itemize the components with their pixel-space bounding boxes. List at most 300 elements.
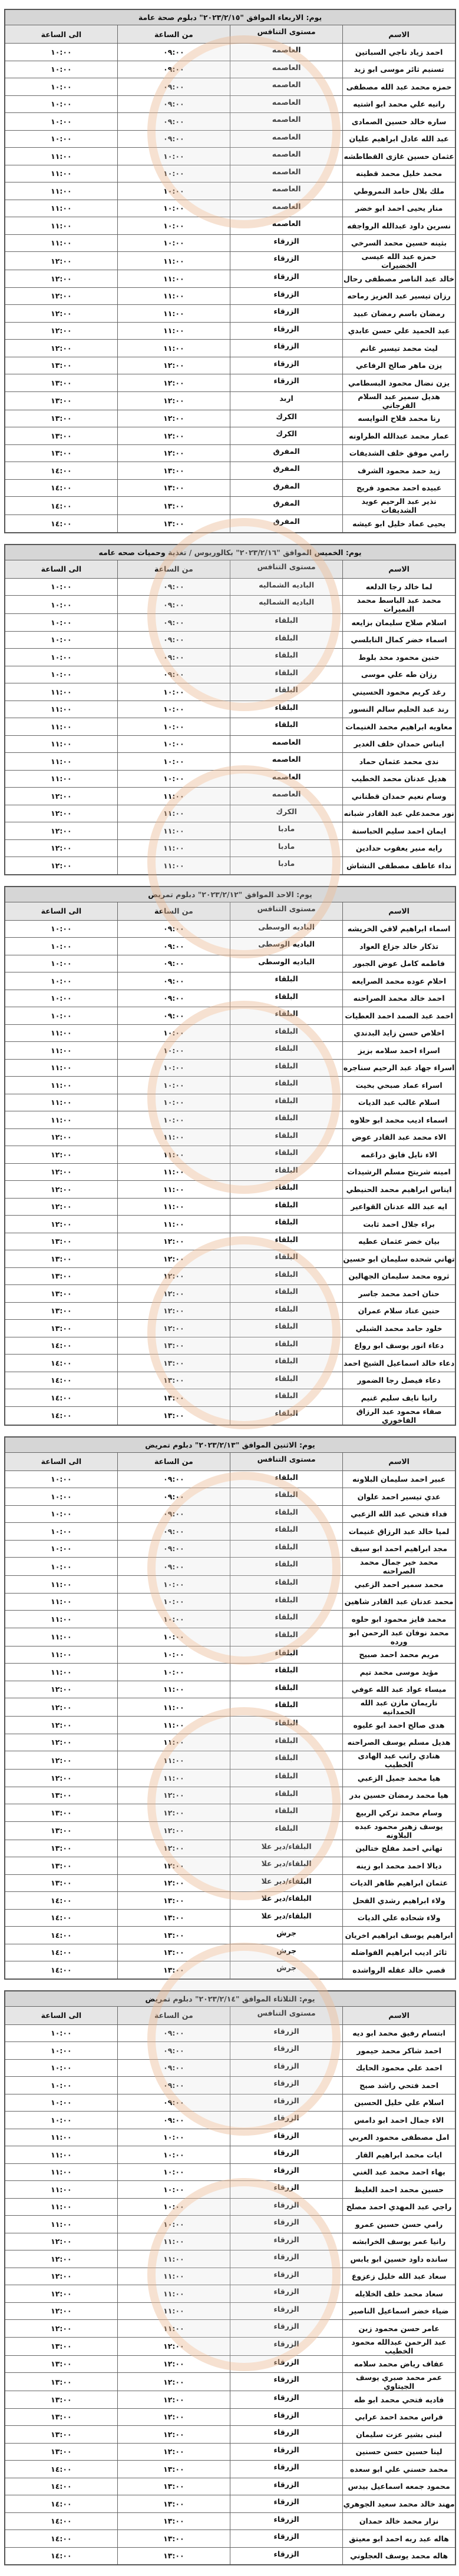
from-time: ١٠:٠٠ [117,1111,230,1129]
competition-level: البلقاء [230,631,343,649]
candidate-name: عثمان ابراهيم ظاهر الديات [343,1874,455,1892]
table-row [5,1698,455,1717]
candidate-name: بثينه حسين محمد السرخي [343,234,455,252]
candidate-name: يحيى عماد خليل ابو عيشه [343,515,455,533]
candidate-name: ناريمان مازن عبد الله الحمدانيه [343,1698,455,1717]
table-row [5,822,455,840]
to-time: ١٣:٠٠ [5,1840,117,1857]
from-time: ١٣:٠٠ [117,1389,230,1407]
to-time: ١٣:٠٠ [5,410,117,427]
to-time: ١٣:٠٠ [5,2408,117,2426]
from-time: ١٢:٠٠ [117,1267,230,1285]
candidate-name: رند عبد الحليم سالم النسور [343,701,455,718]
to-time: ١٣:٠٠ [5,1233,117,1250]
from-time: ٠٩:٠٠ [117,1523,230,1541]
competition-level: المفرق [230,515,343,533]
competition-level: الزرقاء [230,2181,343,2199]
candidate-name: حسين محمد احمد الغليظ [343,2181,455,2199]
from-time: ١٠:٠٠ [117,148,230,165]
competition-level: الزرقاء [230,287,343,305]
from-time: ١٣:٠٠ [117,2478,230,2495]
table-row [5,753,455,771]
candidate-name: سعاد محمد خلف الخلايله [343,2285,455,2303]
competition-level: مادبا [230,839,343,857]
from-time: ١٣:٠٠ [117,1355,230,1372]
table-row [5,148,455,165]
to-time: ١٠:٠٠ [5,2112,117,2129]
table-row [5,515,455,533]
candidate-name: نزار محمد خالد حمدان [343,2512,455,2530]
competition-level: البلقاء [230,1042,343,1060]
from-time: ١٢:٠٠ [117,1821,230,1840]
to-time: ١١:٠٠ [5,1628,117,1646]
to-time: ١٤:٠٠ [5,2461,117,2478]
candidate-name: عبد الرحمن عبدالله محمود الخطيب [343,2337,455,2355]
competition-level: البلقاء/دير علا [230,1874,343,1892]
candidate-name: عبد الله عادل ابراهيم عليان [343,130,455,148]
candidate-name: احمد شاكر محمد حيمور [343,2042,455,2060]
competition-level: البلقاء [230,1540,343,1558]
from-time: ١١:٠٠ [117,2268,230,2285]
competition-level: الزرقاء [230,2250,343,2268]
competition-level: البلقاء [230,1558,343,1576]
competition-level: الزرقاء [230,252,343,270]
from-time: ١٣:٠٠ [117,1961,230,1979]
competition-level: البلقاء/دير علا [230,1857,343,1875]
competition-level: العاصمه [230,44,343,61]
table-row [5,391,455,410]
to-time: ١٤:٠٠ [5,1389,117,1407]
table-row [5,1389,455,1407]
competition-level: البلقاء [230,1664,343,1681]
header-to: الى الساعة [5,2006,117,2024]
to-time: ١٣:٠٠ [5,1874,117,1892]
table-row [5,182,455,200]
candidate-name: الاء جمال احمد ابو دامس [343,2112,455,2129]
from-time: ١٣:٠٠ [117,1909,230,1927]
from-time: ١١:٠٠ [117,2285,230,2303]
table-row [5,1285,455,1303]
candidate-name: رانيه علي محمد ابو اشتيه [343,95,455,113]
from-time: ١٠:٠٠ [117,1664,230,1681]
from-time: ١٠:٠٠ [117,1094,230,1111]
competition-level: الكرك [230,410,343,427]
section-title-row [5,887,455,902]
table-row [5,2426,455,2444]
to-time: ١٤:٠٠ [5,497,117,515]
from-time: ١٣:٠٠ [117,2495,230,2513]
competition-level: العاصمه [230,95,343,113]
table-row [5,2181,455,2199]
candidate-name: ثائر اديب ابراهيم الفواضله [343,1944,455,1961]
to-time: ١٠:٠٠ [5,130,117,148]
competition-level: العاصمه [230,113,343,131]
competition-level: الزرقاء [230,322,343,340]
from-time: ٠٩:٠٠ [117,1505,230,1523]
from-time: ٠٩:٠٠ [117,1540,230,1558]
from-time: ١٠:٠٠ [117,2163,230,2181]
competition-level: المفرق [230,479,343,497]
to-time: ١٠:٠٠ [5,578,117,596]
from-time: ١٠:٠٠ [117,753,230,771]
header-level: مستوى التنافس [230,2006,343,2024]
competition-level: البلقاء [230,1146,343,1164]
table-row [5,805,455,822]
candidate-name: ايناس حمدان خلف الغدير [343,735,455,753]
candidate-name: نسرين داود عبدالله الرواجفه [343,217,455,235]
from-time: ١١:٠٠ [117,805,230,822]
from-time: ٠٩:٠٠ [117,78,230,96]
competition-level: البلقاء [230,1128,343,1146]
table-row [5,631,455,649]
from-time: ١١:٠٠ [117,1770,230,1787]
table-row [5,2478,455,2495]
table-row [5,1751,455,1770]
from-time: ١١:٠٠ [117,287,230,305]
to-time: ١١:٠٠ [5,2163,117,2181]
competition-level: الزرقاء [230,2216,343,2233]
competition-level: مادبا [230,857,343,875]
table-row [5,1770,455,1787]
competition-level: البلقاء [230,1523,343,1541]
candidate-name: راجي عبد المهدي احمد مصلح [343,2198,455,2216]
header-to: الى الساعة [5,25,117,44]
to-time: ١٢:٠٠ [5,1698,117,1717]
to-time: ١٣:٠٠ [5,2373,117,2391]
competition-level: البلقاء [230,1111,343,1129]
from-time: ٠٩:٠٠ [117,990,230,1007]
table-row [5,770,455,788]
from-time: ١٢:٠٠ [117,1320,230,1337]
competition-level: البلقاء [230,614,343,632]
candidate-name: اسلام غالب عبد الديات [343,1094,455,1111]
header-level: مستوى التنافس [230,1452,343,1470]
competition-level: البلقاء [230,1059,343,1077]
to-time: ١٠:٠٠ [5,666,117,683]
competition-level: البلقاء [230,1770,343,1787]
column-header-row [5,902,455,920]
candidate-name: فاطمه كامل عوض الجبور [343,955,455,972]
to-time: ١٣:٠٠ [5,444,117,462]
header-name: الاسم [343,560,455,578]
header-to: الى الساعة [5,1452,117,1470]
header-name: الاسم [343,1452,455,1470]
from-time: ١٠:٠٠ [117,2129,230,2146]
from-time: ١١:٠٠ [117,252,230,270]
candidate-name: لميا خالد عبد الرزاق غنيمات [343,1523,455,1541]
to-time: ١١:٠٠ [5,182,117,200]
candidate-name: محمد فايز محمود ابو حلوه [343,1611,455,1628]
competition-level: البلقاء [230,1593,343,1611]
candidate-name: هيا محمد جميل الزعبي [343,1770,455,1787]
from-time: ٠٩:٠٠ [117,2077,230,2094]
candidate-name: ملك بلال حامد النمروطي [343,182,455,200]
from-time: ١١:٠٠ [117,839,230,857]
candidate-name: رمضان باسم رمضان عبيد [343,305,455,323]
competition-level: الزرقاء [230,374,343,392]
competition-level: جرش [230,1944,343,1961]
competition-level: البلقاء [230,1646,343,1664]
from-time: ٠٩:٠٠ [117,2094,230,2112]
competition-level: البلقاء [230,1681,343,1698]
header-from: من الساعة [117,1452,230,1470]
candidate-name: رانيا عمر يوسف الخرابشه [343,2233,455,2250]
from-time: ١٣:٠٠ [117,2547,230,2565]
candidate-name: رايه منير يعقوب حدادين [343,839,455,857]
to-time: ١٠:٠٠ [5,1540,117,1558]
competition-level: الزرقاء [230,2268,343,2285]
to-time: ١٢:٠٠ [5,1717,117,1734]
from-time: ١٢:٠٠ [117,391,230,410]
candidate-name: رانيا نايف سليم غنيم [343,1389,455,1407]
table-row [5,578,455,596]
table-row [5,788,455,805]
from-time: ١١:٠٠ [117,1216,230,1233]
competition-level: المفرق [230,462,343,480]
to-time: ١٤:٠٠ [5,1892,117,1910]
from-time: ١٣:٠٠ [117,1372,230,1389]
table-row [5,1611,455,1628]
from-time: ٠٩:٠٠ [117,44,230,61]
to-time: ١٢:٠٠ [5,287,117,305]
to-time: ١٢:٠٠ [5,1146,117,1164]
section-title-row [5,9,455,25]
competition-level: البلقاء [230,1094,343,1111]
competition-level: العاصمه [230,148,343,165]
candidate-name: محمد عدنان عبد القادر شاهين [343,1593,455,1611]
candidate-name: عثمان حسين غازى القطاطشه [343,148,455,165]
from-time: ١٠:٠٠ [117,735,230,753]
section-title: يوم: الثلاثاء الموافق "٢٠٢٣/٢/١٤" دبلوم تمريض [5,1991,455,2007]
competition-level: الزرقاء [230,305,343,323]
to-time: ١١:٠٠ [5,1664,117,1681]
competition-level: البلقاء [230,1372,343,1389]
competition-level: العاصمه [230,753,343,771]
table-row [5,1646,455,1664]
from-time: ١٠:٠٠ [117,2216,230,2233]
competition-level: العاصمه [230,78,343,96]
from-time: ١١:٠٠ [117,1128,230,1146]
competition-level: الزرقاء [230,2233,343,2250]
to-time: ١٠:٠٠ [5,113,117,131]
from-time: ١٠:٠٠ [117,1593,230,1611]
from-time: ١٢:٠٠ [117,1804,230,1822]
table-row [5,1488,455,1506]
competition-level: البلقاء [230,1628,343,1646]
from-time: ١٣:٠٠ [117,1944,230,1961]
to-time: ١١:٠٠ [5,735,117,753]
table-row [5,701,455,718]
table-row [5,1111,455,1129]
to-time: ١١:٠٠ [5,1646,117,1664]
to-time: ١٤:٠٠ [5,2547,117,2565]
to-time: ١١:٠٠ [5,200,117,217]
from-time: ١٠:٠٠ [117,1611,230,1628]
table-row [5,2077,455,2094]
from-time: ٠٩:٠٠ [117,2112,230,2129]
competition-level: البلقاء [230,972,343,990]
from-time: ١٠:٠٠ [117,701,230,718]
competition-level: البلقاء [230,1389,343,1407]
table-row [5,718,455,736]
candidate-name: اسلام علي خليل الحسين [343,2094,455,2112]
from-time: ١٠:٠٠ [117,770,230,788]
candidate-name: سانده داود حسين ابو يابس [343,2250,455,2268]
table-row [5,200,455,217]
to-time: ١٣:٠٠ [5,1285,117,1303]
candidate-name: عفاف رياض محمد سلامه [343,2355,455,2373]
from-time: ١٣:٠٠ [117,479,230,497]
table-row [5,1664,455,1681]
competition-level: الزرقاء [230,2495,343,2513]
competition-level: العاصمه [230,61,343,78]
candidate-name: لينا حسين حسن حسنين [343,2443,455,2461]
table-row [5,1628,455,1646]
to-time: ١١:٠٠ [5,1611,117,1628]
to-time: ١٣:٠٠ [5,2337,117,2355]
to-time: ١٢:٠٠ [5,340,117,357]
to-time: ١٠:٠٠ [5,1007,117,1025]
to-time: ١٢:٠٠ [5,2320,117,2338]
to-time: ١١:٠٠ [5,1059,117,1077]
from-time: ١٢:٠٠ [117,427,230,445]
table-row [5,990,455,1007]
schedule-table [4,1436,456,1980]
to-time: ١١:٠٠ [5,148,117,165]
to-time: ١٤:٠٠ [5,479,117,497]
to-time: ١٠:٠٠ [5,1523,117,1541]
to-time: ١٤:٠٠ [5,1337,117,1355]
competition-level: الزرقاء [230,2285,343,2303]
table-row [5,2163,455,2181]
table-row [5,666,455,683]
from-time: ٠٩:٠٠ [117,631,230,649]
candidate-name: لما خالد رجا الدلعه [343,578,455,596]
table-row [5,1320,455,1337]
competition-level: البلقاء [230,1077,343,1094]
candidate-name: عمار محمد عبدالله الطراونه [343,427,455,445]
competition-level: مادبا [230,822,343,840]
candidate-name: عمر محمد صبري يوسف الجيتاوي [343,2373,455,2391]
to-time: ١٢:٠٠ [5,1681,117,1698]
table-row [5,357,455,374]
competition-level: الزرقاء [230,234,343,252]
to-time: ١٠:٠٠ [5,2094,117,2112]
candidate-name: هيا محمد رمضان حسين بدر [343,1787,455,1804]
section-title: يوم: الاحد الموافق "٢٠٢٣/٢/١٢" دبلوم تمريض [5,887,455,902]
section-title-row [5,1437,455,1453]
candidate-name: خلود حامد محمد الشبلي [343,1320,455,1337]
table-row [5,2233,455,2250]
candidate-name: ولاء ابراهيم رشدي الفحل [343,1892,455,1910]
table-row [5,1059,455,1077]
section-title: يوم: الاربعاء الموافق "٢٠٢٣/٢/١٥" دبلوم صحة عامة [5,9,455,25]
competition-level: الزرقاء [230,2094,343,2112]
candidate-name: هاله عبد ربه احمد ابو معيتق [343,2530,455,2548]
candidate-name: صفاء محمود عبد الرزاق الفاخوري [343,1406,455,1425]
table-row [5,1961,455,1979]
to-time: ١٠:٠٠ [5,649,117,666]
competition-level: الباديه الشماليه [230,578,343,596]
table-row [5,1681,455,1698]
table-row [5,2547,455,2565]
to-time: ١٠:٠٠ [5,2042,117,2060]
candidate-name: هاله محمد يوسف العجلوني [343,2547,455,2565]
table-row [5,130,455,148]
to-time: ١٠:٠٠ [5,1505,117,1523]
from-time: ١٠:٠٠ [117,1576,230,1594]
table-row [5,2512,455,2530]
candidate-name: سعاد عبد الله خليل زعزوع [343,2268,455,2285]
from-time: ١٠:٠٠ [117,1628,230,1646]
competition-level: الزرقاء [230,2024,343,2042]
from-time: ١٠:٠٠ [117,1646,230,1664]
table-row [5,2461,455,2478]
competition-level: البلقاء [230,1804,343,1822]
candidate-name: فداء فتحي عبد الله الزعبي [343,1505,455,1523]
table-row [5,1372,455,1389]
to-time: ١٤:٠٠ [5,1406,117,1425]
candidate-name: محمد حسني علي ابو سعده [343,2461,455,2478]
table-row [5,1804,455,1822]
competition-level: العاصمه [230,735,343,753]
to-time: ١٢:٠٠ [5,270,117,288]
table-row [5,2285,455,2303]
competition-level: الزرقاء [230,2112,343,2129]
section-title-row [5,1991,455,2007]
table-row [5,1024,455,1042]
candidate-name: معاويه ابراهيم محمد الغنيمات [343,718,455,736]
competition-level: البلقاء [230,1163,343,1181]
table-row [5,2320,455,2338]
to-time: ١٠:٠٠ [5,2077,117,2094]
competition-level: البلقاء [230,1821,343,1840]
table-row [5,2250,455,2268]
to-time: ١٠:٠٠ [5,955,117,972]
to-time: ١١:٠٠ [5,770,117,788]
table-row [5,444,455,462]
from-time: ١١:٠٠ [117,1163,230,1181]
to-time: ١٢:٠٠ [5,305,117,323]
to-time: ١٠:٠٠ [5,1470,117,1488]
table-row [5,972,455,990]
header-name: الاسم [343,25,455,44]
header-level: مستوى التنافس [230,560,343,578]
table-row [5,2146,455,2164]
table-row [5,839,455,857]
candidate-name: عدي تيسير احمد علوان [343,1488,455,1506]
to-time: ١٣:٠٠ [5,1250,117,1268]
candidate-name: محمد سمير احمد الزعبي [343,1576,455,1594]
candidate-name: ضياء خضر اسماعيل الناصير [343,2302,455,2320]
candidate-name: ايه عبد الله عدنان القواعير [343,1198,455,1216]
candidate-name: اسماء اديب محمد ابو حلاوه [343,1111,455,1129]
from-time: ١٢:٠٠ [117,1857,230,1875]
competition-level: العاصمه [230,217,343,235]
competition-level: الكرك [230,427,343,445]
from-time: ٠٩:٠٠ [117,1007,230,1025]
competition-level: الزرقاء [230,2530,343,2548]
from-time: ١٢:٠٠ [117,410,230,427]
candidate-name: رغد كريم محمود الحسيني [343,683,455,701]
from-time: ١١:٠٠ [117,1198,230,1216]
competition-level: الزرقاء [230,2373,343,2391]
to-time: ١٢:٠٠ [5,788,117,805]
candidate-name: ميساء عواد عبد الله عوفي [343,1681,455,1698]
competition-level: الزرقاء [230,2461,343,2478]
from-time: ١٣:٠٠ [117,497,230,515]
from-time: ١٢:٠٠ [117,1250,230,1268]
